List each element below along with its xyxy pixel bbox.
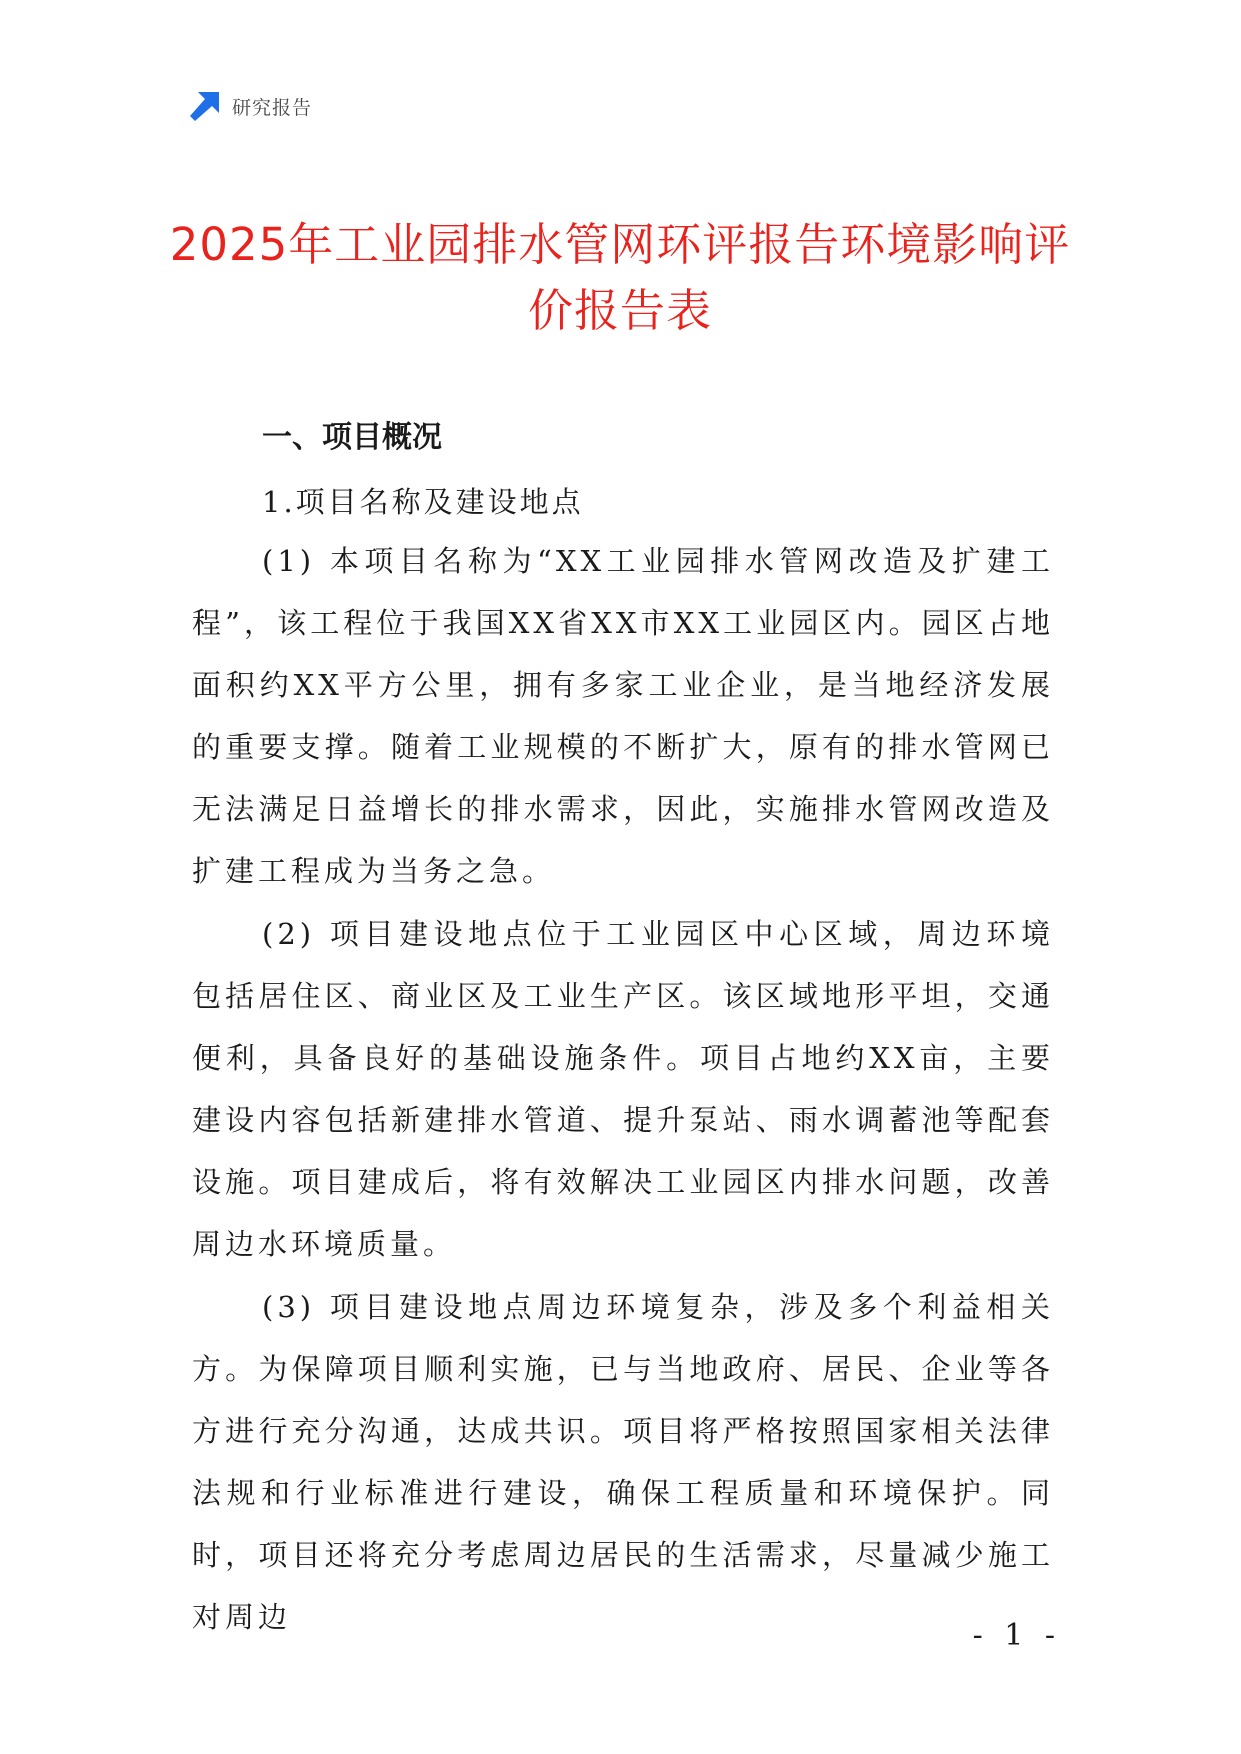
page-number: - 1 -: [972, 1618, 1061, 1653]
paragraph-3: (3) 项目建设地点周边环境复杂，涉及多个利益相关方。为保障项目顺利实施，已与当地政府、居民、企业等各方进行充分沟通，达成共识。项目将严格按照国家相关法律法规和行业标准进行建设，确保工程质量和环境保护。同时，项目还将充分考虑周边居民的生活需求，尽量减少施工对周边: [192, 1290, 1054, 1634]
report-header: [190, 88, 312, 124]
page-title: 2025年工业园排水管网环评报告环境影响评价报告表: [169, 218, 1071, 337]
arrow-up-right-icon: [190, 91, 220, 121]
paragraph-2: (2) 项目建设地点位于工业园区中心区域，周边环境包括居住区、商业区及工业生产区。该区域地形平坦，交通便利，具备良好的基础设施条件。项目占地约XX亩，主要建设内容包括新建排水管道、提升泵站、雨水调蓄池等配套设施。项目建成后，将有效解决工业园区内排水问题，改善周边水环境质量。: [192, 917, 1054, 1261]
header-label: 研究报告: [232, 96, 313, 119]
sub-heading: 1.项目名称及建设地点: [262, 485, 584, 519]
paragraph-1: (1) 本项目名称为“XX工业园排水管网改造及扩建工程”，该工程位于我国XX省XX市XX工业园区内。园区占地面积约XX平方公里，拥有多家工业企业，是当地经济发展的重要支撑。随着工业规模的不断扩大，原有的排水管网已无法满足日益增长的排水需求，因此，实施排水管网改造及扩建工程成为当务之急。: [192, 544, 1054, 888]
section-heading: 一、项目概况: [262, 420, 442, 455]
